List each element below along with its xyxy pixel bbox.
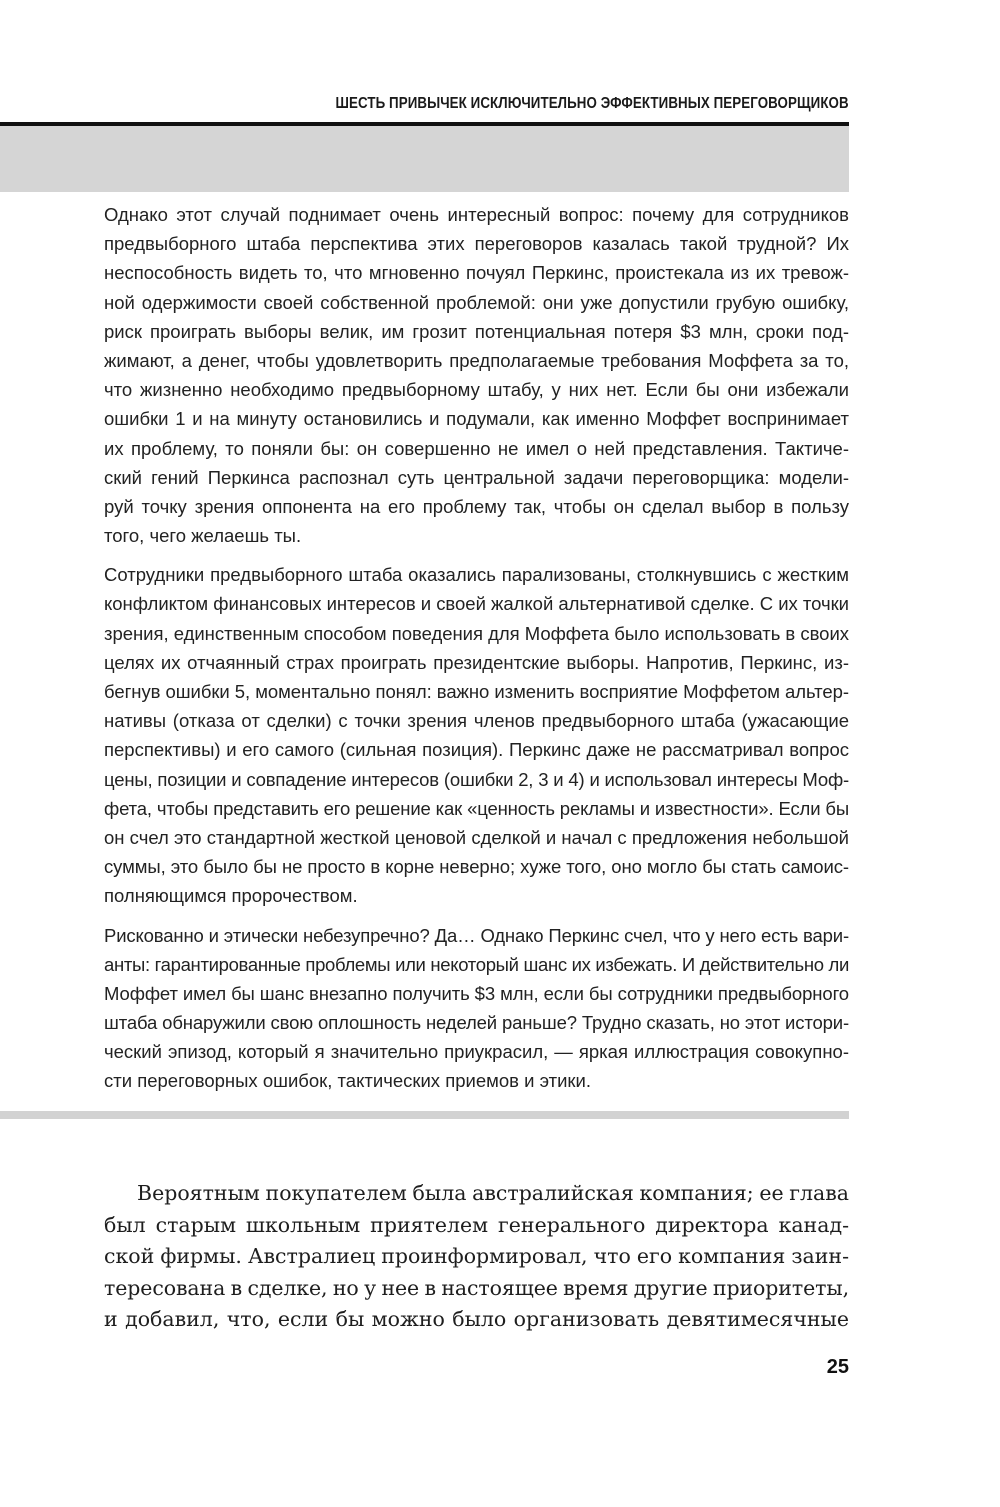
text-line: Вероятным покупателем была австралийская компания; ее глава xyxy=(137,1181,849,1205)
text-line: Моффет имел бы шанс внезапно получить $3 млн, если бы сотрудники предвыборного xyxy=(104,982,849,1004)
running-head: ШЕСТЬ ПРИВЫЧЕК ИСКЛЮЧИТЕЛЬНО ЭФФЕКТИВНЫХ ПЕРЕГОВОРЩИКОВ xyxy=(335,95,849,112)
text-line: нативы (отказа от сделки) с точки зрения членов предвыборного штаба (ужасающие xyxy=(104,710,849,732)
text-line: ческий эпизод, который я значительно приукрасил, — яркая иллюстрация совокупно- xyxy=(104,1041,849,1063)
text-line: он счел это стандартной жесткой ценовой сделкой и начал с предложения небольшой xyxy=(104,826,849,848)
sidebar-bottom-rule xyxy=(0,1111,849,1119)
text-line: штаба обнаружили свою оплошность неделей раньше? Трудно сказать, но этот истори- xyxy=(104,1012,849,1034)
text-line: и добавил, что, если бы можно было организовать девятимесячные xyxy=(104,1307,849,1331)
text-line: того, чего желаешь ты. xyxy=(104,525,302,547)
text-line: ский гений Перкинса распознал суть центральной задачи переговорщика: модели- xyxy=(104,466,849,488)
text-line: ской фирмы. Австралиец проинформировал, что его компания заин- xyxy=(104,1244,849,1268)
text-line: риск проиграть выборы велик, им грозит потенциальная потеря $3 млн, сроки под- xyxy=(104,320,849,342)
text-line: Рискованно и этически небезупречно? Да… Однако Перкинс счел, что у него есть вари- xyxy=(104,924,849,946)
text-line: тересована в сделке, но у нее в настоящее время другие приоритеты, xyxy=(104,1275,849,1300)
text-line: руй точку зрения оппонента на его проблему так, чтобы он сделал выбор в пользу xyxy=(104,495,849,517)
sidebar-top-band xyxy=(0,126,849,192)
text-line: их проблему, то поняли бы: он совершенно не имел о ней представления. Тактиче- xyxy=(104,437,849,459)
text-line: что жизненно необходимо предвыборному штабу, у них нет. Если бы они избежали xyxy=(104,379,849,401)
text-line: фета, чтобы представить его решение как «ценность рекламы и известности». Если бы xyxy=(104,797,849,819)
page-number: 25 xyxy=(826,1356,849,1378)
text-line: зрения, единственным способом поведения для Моффета было использовать в своих xyxy=(104,622,849,644)
sidebar-paragraph-3 xyxy=(104,921,849,1096)
body-paragraph xyxy=(104,1178,849,1336)
text-line: конфликтом финансовых интересов и своей жалкой альтернативой сделке. С их точки xyxy=(104,593,849,615)
text-line: Однако этот случай поднимает очень интересный вопрос: почему для сотрудников xyxy=(104,204,849,225)
sidebar-paragraph-2 xyxy=(104,560,849,910)
text-line: ной одержимости своей собственной проблемой: они уже допустили грубую ошибку, xyxy=(104,291,849,313)
text-line: Сотрудники предвыборного штаба оказались парализованы, столкнувшись с жестким xyxy=(104,564,849,586)
text-line: цены, позиции и совпадение интересов (ошибки 2, 3 и 4) и использовал интересы Моф- xyxy=(104,768,849,790)
text-line: был старым школьным приятелем генерального директора канад- xyxy=(104,1212,849,1237)
text-line: полняющимся пророчеством. xyxy=(104,885,358,907)
text-line: жимают, а денег, чтобы удовлетворить предполагаемые требования Моффета за то, xyxy=(104,349,849,371)
text-line: целях их отчаянный страх проиграть президентские выборы. Напротив, Перкинс, из- xyxy=(104,651,849,673)
text-line: суммы, это было бы не просто в корне неверно; хуже того, оно могло бы стать самоис- xyxy=(104,856,849,878)
text-line: сти переговорных ошибок, тактических приемов и этики. xyxy=(104,1070,591,1092)
text-line: предвыборного штаба перспектива этих переговоров казалась такой трудной? Их xyxy=(104,233,849,255)
sidebar-box xyxy=(104,200,849,1106)
text-line: перспективы) и его самого (сильная позиция). Перкинс даже не рассматривал вопрос xyxy=(104,739,849,761)
text-line: бегнув ошибки 5, моментально понял: важно изменить восприятие Моффетом альтер- xyxy=(104,681,849,702)
text-line: анты: гарантированные проблемы или некоторый шанс их избежать. И действительно ли xyxy=(104,953,849,975)
text-line: ошибки 1 и на минуту остановились и подумали, как именно Моффет воспринимает xyxy=(104,408,849,430)
text-line: неспособность видеть то, что мгновенно почуял Перкинс, проистекала из их тревож- xyxy=(104,262,849,284)
sidebar-paragraph-1 xyxy=(104,200,849,550)
